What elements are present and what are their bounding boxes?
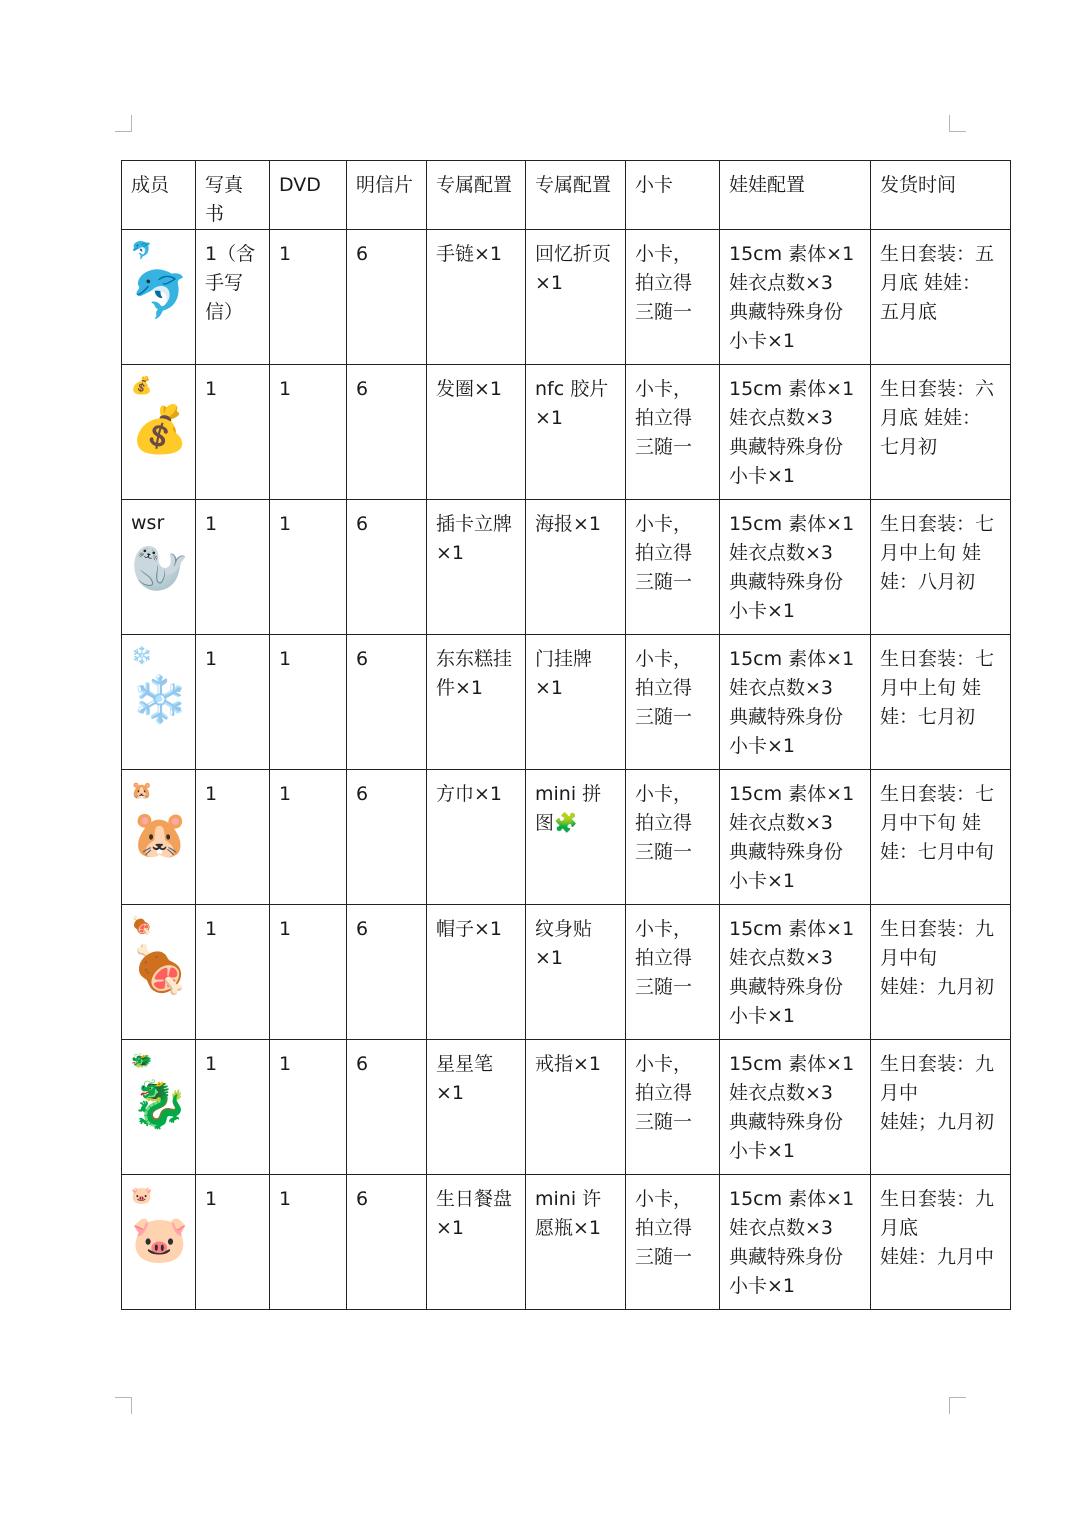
- header-doll: 娃娃配置: [720, 161, 871, 230]
- postcard-cell: 6: [347, 770, 427, 905]
- snowflake-icon: ❄️: [131, 646, 153, 666]
- member-cell: [122, 230, 196, 365]
- table-row: [122, 905, 1011, 1040]
- doll-cell: 15cm 素体×1 娃衣点数×3 典藏特殊身份 小卡×1: [720, 1040, 871, 1175]
- photobook-cell: 1: [196, 635, 270, 770]
- card-cell: 小卡， 拍立得 三随一: [626, 500, 720, 635]
- exclusive-1-cell: 手链×1: [427, 230, 526, 365]
- crop-mark-top-left: [115, 115, 132, 132]
- postcard-cell: 6: [347, 1175, 427, 1310]
- exclusive-2-cell: 海报×1: [526, 500, 626, 635]
- ship-time-cell: 生日套装：七 月中上旬 娃 娃：七月初: [871, 635, 1011, 770]
- hamster-icon: 🐹: [131, 781, 153, 801]
- dvd-cell: 1: [270, 365, 347, 500]
- dvd-cell: 1: [270, 635, 347, 770]
- postcard-cell: 6: [347, 500, 427, 635]
- doll-cell: 15cm 素体×1 娃衣点数×3 典藏特殊身份 小卡×1: [720, 500, 871, 635]
- pig-icon: 🐷: [131, 1186, 153, 1206]
- snowflake-icon: ❄️: [131, 672, 189, 726]
- exclusive-1-cell: 插卡立牌 ×1: [427, 500, 526, 635]
- member-cell: [122, 635, 196, 770]
- doll-cell: 15cm 素体×1 娃衣点数×3 典藏特殊身份 小卡×1: [720, 1175, 871, 1310]
- ship-time-cell: 生日套装：七 月中上旬 娃 娃：八月初: [871, 500, 1011, 635]
- header-photobook: 写真书: [196, 161, 270, 230]
- seal-icon: 🦭: [131, 541, 189, 595]
- photobook-cell: 1: [196, 500, 270, 635]
- doll-cell: 15cm 素体×1 娃衣点数×3 典藏特殊身份 小卡×1: [720, 905, 871, 1040]
- table-row: [122, 635, 1011, 770]
- exclusive-1-cell: 星星笔 ×1: [427, 1040, 526, 1175]
- header-member: 成员: [122, 161, 196, 230]
- meat-icon: 🍖: [131, 916, 153, 936]
- dvd-cell: 1: [270, 230, 347, 365]
- crop-mark-bottom-left: [115, 1397, 132, 1414]
- ship-time-cell: 生日套装：七 月中下旬 娃 娃：七月中旬: [871, 770, 1011, 905]
- card-cell: 小卡， 拍立得 三随一: [626, 230, 720, 365]
- dragon-icon: 🐉: [131, 1077, 189, 1131]
- header-exclusive-2: 专属配置: [526, 161, 626, 230]
- table-row: [122, 1175, 1011, 1310]
- exclusive-2-cell: 门挂牌 ×1: [526, 635, 626, 770]
- pig-icon: 🐷: [131, 1212, 189, 1266]
- exclusive-2-cell: 纹身贴 ×1: [526, 905, 626, 1040]
- member-cell: [122, 770, 196, 905]
- doll-cell: 15cm 素体×1 娃衣点数×3 典藏特殊身份 小卡×1: [720, 230, 871, 365]
- card-cell: 小卡， 拍立得 三随一: [626, 635, 720, 770]
- postcard-cell: 6: [347, 635, 427, 770]
- photobook-cell: 1: [196, 1040, 270, 1175]
- dvd-cell: 1: [270, 500, 347, 635]
- exclusive-1-cell: 东东糕挂 件×1: [427, 635, 526, 770]
- dvd-cell: 1: [270, 1175, 347, 1310]
- card-cell: 小卡， 拍立得 三随一: [626, 1040, 720, 1175]
- member-cell: [122, 1175, 196, 1310]
- member-label: wsr: [131, 512, 165, 534]
- table-row: [122, 365, 1011, 500]
- member-cell: [122, 1040, 196, 1175]
- header-row: [122, 161, 1011, 230]
- ship-time-cell: 生日套装：九 月底 娃娃：九月中: [871, 1175, 1011, 1310]
- money-bag-icon: 💰: [131, 402, 189, 456]
- meat-icon: 🍖: [131, 942, 189, 996]
- ship-time-cell: 生日套装：五 月底 娃娃： 五月底: [871, 230, 1011, 365]
- exclusive-2-cell: 戒指×1: [526, 1040, 626, 1175]
- doll-cell: 15cm 素体×1 娃衣点数×3 典藏特殊身份 小卡×1: [720, 635, 871, 770]
- dragon-face-icon: 🐲: [131, 1051, 153, 1071]
- exclusive-1-cell: 发圈×1: [427, 365, 526, 500]
- crop-mark-top-right: [949, 115, 966, 132]
- table-row: [122, 500, 1011, 635]
- ship-time-cell: 生日套装：六 月底 娃娃： 七月初: [871, 365, 1011, 500]
- photobook-cell: 1: [196, 770, 270, 905]
- dvd-cell: 1: [270, 1040, 347, 1175]
- card-cell: 小卡， 拍立得 三随一: [626, 1175, 720, 1310]
- dvd-cell: 1: [270, 770, 347, 905]
- postcard-cell: 6: [347, 905, 427, 1040]
- ship-time-cell: 生日套装：九 月中 娃娃；九月初: [871, 1040, 1011, 1175]
- postcard-cell: 6: [347, 1040, 427, 1175]
- photobook-cell: 1: [196, 1175, 270, 1310]
- dolphin-icon: 🐬: [131, 241, 153, 261]
- table-row: [122, 230, 1011, 365]
- card-cell: 小卡， 拍立得 三随一: [626, 365, 720, 500]
- exclusive-2-cell: 回忆折页 ×1: [526, 230, 626, 365]
- hamster-icon: 🐹: [131, 807, 189, 861]
- postcard-cell: 6: [347, 365, 427, 500]
- member-cell: [122, 365, 196, 500]
- photobook-cell: 1: [196, 365, 270, 500]
- ship-time-cell: 生日套装：九 月中旬 娃娃：九月初: [871, 905, 1011, 1040]
- doll-cell: 15cm 素体×1 娃衣点数×3 典藏特殊身份 小卡×1: [720, 770, 871, 905]
- header-dvd: DVD: [270, 161, 347, 230]
- header-postcard: 明信片: [347, 161, 427, 230]
- exclusive-2-cell: mini 许 愿瓶×1: [526, 1175, 626, 1310]
- exclusive-2-cell: nfc 胶片 ×1: [526, 365, 626, 500]
- exclusive-1-cell: 帽子×1: [427, 905, 526, 1040]
- postcard-cell: 6: [347, 230, 427, 365]
- table-row: [122, 1040, 1011, 1175]
- product-table: [121, 160, 1011, 1310]
- header-card: 小卡: [626, 161, 720, 230]
- exclusive-1-cell: 生日餐盘 ×1: [427, 1175, 526, 1310]
- photobook-cell: 1（含 手写 信）: [196, 230, 270, 365]
- exclusive-1-cell: 方巾×1: [427, 770, 526, 905]
- money-bag-icon: 💰: [131, 376, 153, 396]
- header-ship-time: 发货时间: [871, 161, 1011, 230]
- crop-mark-bottom-right: [949, 1397, 966, 1414]
- dolphin-icon: 🐬: [131, 267, 189, 321]
- dvd-cell: 1: [270, 905, 347, 1040]
- photobook-cell: 1: [196, 905, 270, 1040]
- card-cell: 小卡， 拍立得 三随一: [626, 905, 720, 1040]
- card-cell: 小卡， 拍立得 三随一: [626, 770, 720, 905]
- exclusive-2-cell: mini 拼 图🧩: [526, 770, 626, 905]
- table-row: [122, 770, 1011, 905]
- member-cell: [122, 905, 196, 1040]
- header-exclusive-1: 专属配置: [427, 161, 526, 230]
- member-cell: [122, 500, 196, 635]
- doll-cell: 15cm 素体×1 娃衣点数×3 典藏特殊身份 小卡×1: [720, 365, 871, 500]
